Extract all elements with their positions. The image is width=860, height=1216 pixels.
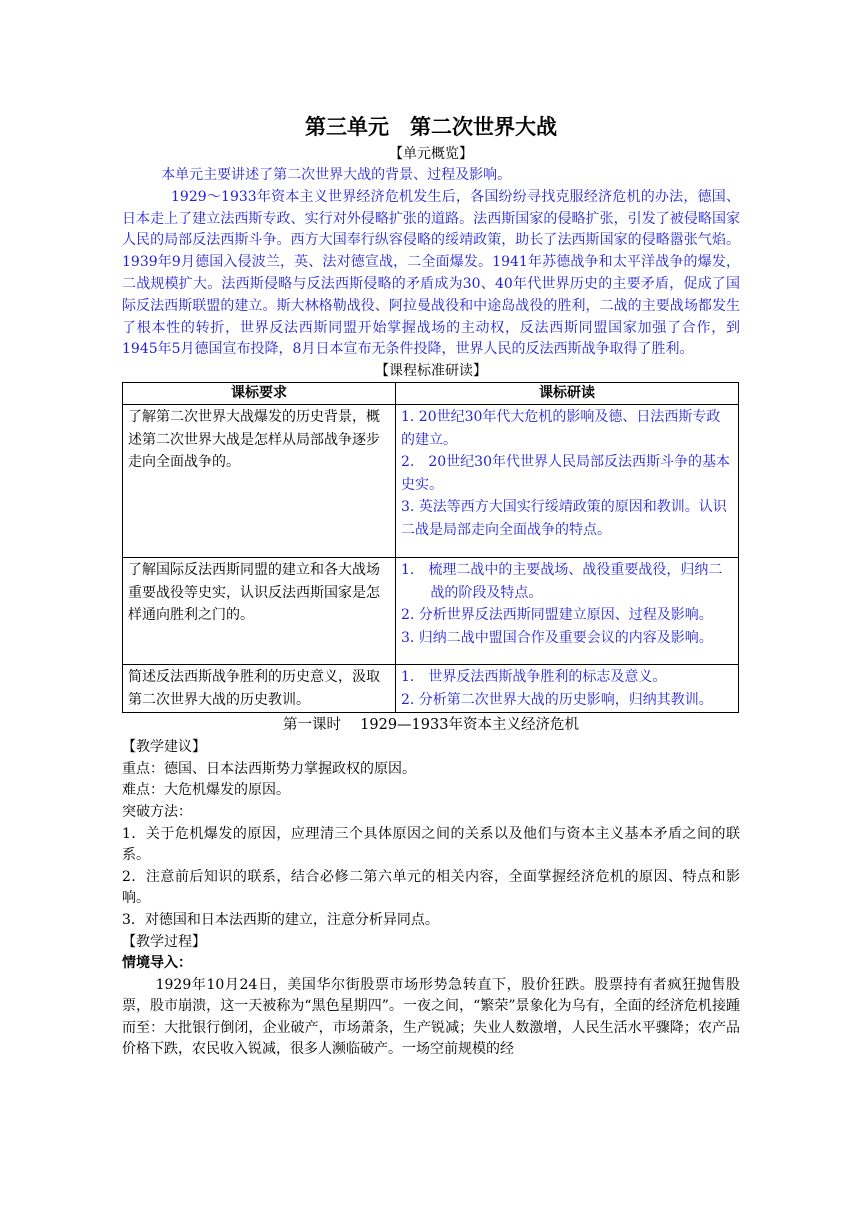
requirement-cell: 了解国际反法西斯同盟的建立和各大战场重要战役等史实，认识反法西斯国家是怎样通向胜利之门的。 xyxy=(123,558,396,665)
table-row xyxy=(123,665,739,713)
table-row xyxy=(123,405,739,558)
study-item: 2. 分析世界反法西斯同盟建立原因、过程及影响。 xyxy=(401,607,713,624)
study-cell xyxy=(396,405,739,558)
study-item: 1. 20世纪30年代大危机的影响及德、日法西斯专政的建立。 xyxy=(401,409,721,448)
table-header-row xyxy=(123,383,739,405)
advice-heading: 【教学建议】 xyxy=(122,739,206,756)
study-item: 3. 英法等西方大国实行绥靖政策的原因和教训。认识二战是局部走向全面战争的特点。 xyxy=(401,499,727,538)
study-item: 2. 分析第二次世界大战的历史影响，归纳其教训。 xyxy=(401,691,713,708)
overview-heading: 【单元概览】 xyxy=(389,146,473,162)
header-study: 课标研读 xyxy=(396,383,739,405)
standards-table xyxy=(122,382,739,713)
document-page xyxy=(122,110,740,1061)
unit-title: 第三单元 第二次世界大战 xyxy=(305,114,557,139)
method-item: 2．注意前后知识的联系，结合必修二第六单元的相关内容，全面掌握经济危机的原因、特点和影响。 xyxy=(122,868,740,907)
intro-text: 1929年10月24日，美国华尔街股票市场形势急转直下，股价狂跌。股票持有者疯狂抛售股票，股市崩溃，这一天被称为“黑色星期四”。一夜之间，“繁荣”景象化为乌有，全面的经济危机接踵而至：大批银行倒闭，企业破产，市场萧条，生产锐减；失业人数激增，人民生活水平骤降；农产品价格下跌，农民收入锐减，很多人濒临破产。一场空前规模的经 xyxy=(122,976,740,1058)
study-item: 1. 世界反法西斯战争胜利的标志及意义。 xyxy=(401,669,667,686)
study-cell xyxy=(396,558,739,665)
overview-body: 1929～1933年资本主义世界经济危机发生后，各国纷纷寻找克服经济危机的办法，德国、日本走上了建立法西斯专政、实行对外侵略扩张的道路。法西斯国家的侵略扩张，引发了被侵略国家人民的局部反法西斯斗争。西方大国奉行纵容侵略的绥靖政策，助长了法西斯国家的侵略嚣张气焰。1939年9月德国入侵波兰，英、法对德宣战，二全面爆发。1941年苏德战争和太平洋战争的爆发，二战规模扩大。法西斯侵略与反法西斯侵略的矛盾成为30、40年代世界历史的主要矛盾，促成了国际反法西斯联盟的建立。斯大林格勒战役、阿拉曼战役和中途岛战役的胜利，二战的主要战场都发生了根本性的转折，世界反法西斯同盟开始掌握战场的主动权，反法西斯同盟国家加强了合作，到1945年5月德国宣布投降，8月日本宣布无条件投降，世界人民的反法西斯战争取得了胜利。 xyxy=(122,188,740,358)
requirement-cell: 了解第二次世界大战爆发的历史背景，概述第二次世界大战是怎样从局部战争逐步走向全面战争的。 xyxy=(123,405,396,558)
study-item: 1. 梳理二战中的主要战场、战役重要战役，归纳二战的阶段及特点。 xyxy=(401,562,723,601)
lesson-title: 第一课时 1929—1933年资本主义经济危机 xyxy=(283,717,579,734)
difficulty: 难点：大危机爆发的原因。 xyxy=(122,782,290,799)
study-item: 3. 归纳二战中盟国合作及重要会议的内容及影响。 xyxy=(401,629,713,646)
intro-heading: 情境导入： xyxy=(122,955,192,972)
overview-intro: 本单元主要讲述了第二次世界大战的背景、过程及影响。 xyxy=(161,167,512,183)
method-item: 1．关于危机爆发的原因，应理清三个具体原因之间的关系以及他们与资本主义基本矛盾之间的联系。 xyxy=(122,825,740,864)
method-heading: 突破方法： xyxy=(122,803,192,820)
key-point: 重点：德国、日本法西斯势力掌握政权的原因。 xyxy=(122,760,416,777)
process-heading: 【教学过程】 xyxy=(122,933,206,950)
table-row xyxy=(123,558,739,665)
standards-heading: 【课程标准研读】 xyxy=(375,363,487,380)
header-requirement: 课标要求 xyxy=(123,383,396,405)
requirement-cell: 简述反法西斯战争胜利的历史意义，汲取第二次世界大战的历史教训。 xyxy=(123,665,396,713)
study-cell xyxy=(396,665,739,713)
method-item: 3．对德国和日本法西斯的建立，注意分析异同点。 xyxy=(122,911,439,928)
study-item: 2. 20世纪30年代世界人民局部反法西斯斗争的基本史实。 xyxy=(401,454,730,493)
